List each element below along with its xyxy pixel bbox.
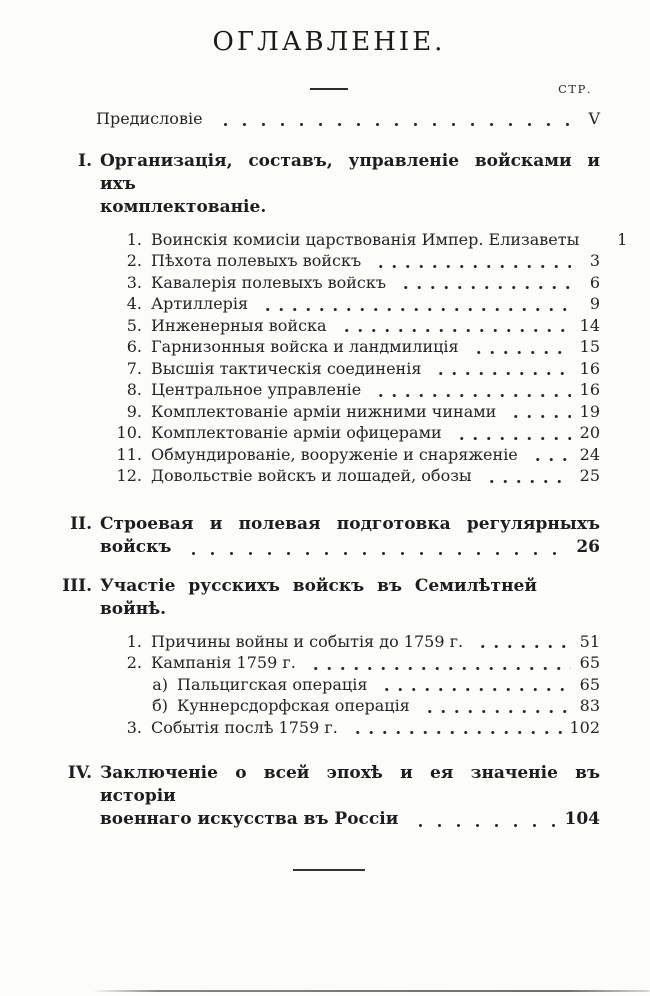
toc-item (96, 465, 600, 487)
toc-item (96, 717, 600, 739)
item-label: Событія послѣ 1759 г. (151, 717, 338, 737)
item-number: 6. (126, 337, 142, 356)
section-numeral: III. (62, 575, 92, 596)
header-rule-row (58, 82, 600, 100)
toc-item (96, 315, 600, 337)
item-label: Кавалерія полевыхъ войскъ (151, 272, 387, 292)
dot-leader (481, 479, 571, 484)
toc-item (96, 379, 600, 401)
section-heading-line: Организація, составъ, управленіе войсками и ихъ (100, 150, 600, 194)
section-heading-body (100, 575, 600, 621)
item-label: Пальцигская операція (177, 674, 368, 694)
item-page: 15 (579, 337, 600, 356)
item-number: 4. (126, 294, 142, 313)
dot-leader (305, 666, 571, 671)
dot-leader (212, 122, 571, 127)
item-number: 3. (126, 717, 142, 737)
item-number: 10. (116, 423, 142, 442)
toc-subitem (96, 695, 600, 717)
section-heading-line: комплектованіе. (100, 196, 267, 217)
dot-leader (347, 730, 567, 735)
item-number: 2. (126, 251, 142, 270)
dot-leader (472, 644, 571, 649)
item-number: 8. (126, 380, 142, 399)
dot-leader (370, 264, 571, 269)
item-label: Артиллерія (151, 294, 249, 313)
dot-leader (451, 436, 571, 441)
item-number: б) (152, 696, 168, 715)
toc-subitem (96, 674, 600, 696)
item-label: Довольствіе войскъ и лошадей, обозы (151, 466, 472, 485)
section-3-items (58, 631, 600, 739)
section-heading-line: Участіе русскихъ войскъ въ Семилѣтней войнѣ. (100, 575, 537, 619)
dot-leader (419, 709, 571, 714)
toc-item (96, 631, 600, 653)
item-label: Комплектованіе арміи нижними чинами (151, 401, 497, 421)
page-column-header: СТР. (558, 82, 592, 96)
item-page: 16 (579, 380, 600, 399)
title-divider-rule (310, 88, 348, 90)
dot-leader (376, 687, 571, 692)
item-label: Причины войны и событія до 1759 г. (151, 631, 464, 651)
item-label: Куннерсдорфская операція (177, 696, 410, 715)
item-page: 14 (579, 315, 600, 335)
section-heading-line (100, 536, 600, 559)
dot-leader (505, 414, 571, 419)
section-heading-line: Строевая и полевая подготовка регулярныхъ (100, 513, 600, 534)
item-label: Пѣхота полевыхъ войскъ (151, 251, 362, 270)
item-number: а) (152, 674, 168, 694)
section-heading-text: военнаго искусства въ Россіи (100, 809, 399, 829)
section-heading-body (100, 762, 600, 831)
scan-page-edge (92, 990, 650, 992)
item-label: Воинскія комисіи царствованія Импер. Елизаветы (151, 229, 580, 249)
item-page: 19 (579, 401, 600, 421)
item-label: Обмундированіе, вооруженіе и снаряженіе (151, 444, 518, 464)
item-number: 12. (116, 466, 142, 485)
section-1-heading (58, 150, 600, 219)
item-page: 51 (579, 631, 600, 651)
section-1-items (58, 229, 628, 487)
section-numeral: II. (70, 513, 92, 534)
section-heading-body (100, 513, 600, 559)
preface-page: V (588, 109, 600, 128)
item-number: 3. (126, 272, 142, 292)
dot-leader (180, 551, 571, 556)
toc-item (96, 652, 600, 674)
item-number: 9. (126, 401, 142, 421)
item-label: Высшія тактическія соединенія (151, 358, 422, 378)
toc-item (96, 336, 600, 358)
item-page: 65 (579, 674, 600, 694)
section-heading-line (100, 808, 600, 831)
item-page: 1 (617, 229, 628, 249)
dot-leader (588, 242, 598, 247)
item-label: Инженерныя войска (151, 315, 327, 335)
item-label: Гарнизонныя войска и ландмилиція (151, 337, 459, 356)
item-number: 11. (116, 444, 142, 464)
item-page: 83 (579, 696, 600, 715)
item-label: Кампанія 1759 г. (151, 653, 296, 672)
section-heading-line: Заключеніе о всей эпохѣ и ея значеніе въ исторіи (100, 763, 600, 806)
section-heading-text: войскъ (100, 536, 172, 557)
item-page: 24 (579, 444, 600, 464)
item-page: 25 (579, 466, 600, 485)
toc-item (96, 358, 600, 380)
toc-item (96, 272, 600, 294)
section-2-heading (58, 513, 600, 559)
dot-leader (370, 393, 571, 398)
toc-item (96, 229, 628, 251)
toc-item (96, 422, 600, 444)
dot-leader (257, 307, 571, 312)
toc-item (96, 444, 600, 466)
section-page: 104 (564, 809, 600, 829)
section-numeral: IV. (67, 763, 92, 783)
preface-label: Предисловіе (96, 109, 203, 128)
item-page: 20 (579, 423, 600, 442)
item-page: 3 (589, 251, 600, 270)
toc-item (96, 293, 600, 315)
preface-row (96, 108, 600, 130)
section-3-heading (58, 575, 600, 621)
item-number: 2. (126, 653, 142, 672)
item-page: 16 (579, 358, 600, 378)
item-number: 1. (126, 229, 142, 249)
section-heading-body (100, 150, 600, 219)
dot-leader (430, 371, 571, 376)
item-label: Центральное управленіе (151, 380, 362, 399)
dot-leader (336, 328, 571, 333)
item-label: Комплектованіе арміи офицерами (151, 423, 442, 442)
item-page: 102 (569, 717, 600, 737)
item-number: 1. (126, 631, 142, 651)
section-numeral: I. (78, 150, 92, 171)
toc-item (96, 401, 600, 423)
dot-leader (395, 285, 571, 290)
dot-leader (527, 457, 571, 462)
footer-divider-rule (293, 869, 365, 871)
section-page: 26 (576, 536, 600, 557)
item-page: 6 (589, 272, 600, 292)
item-number: 5. (126, 315, 142, 335)
item-number: 7. (126, 358, 142, 378)
page-title: ОГЛАВЛЕНІЕ. (212, 27, 446, 57)
toc-item (96, 250, 600, 272)
item-page: 9 (589, 294, 600, 313)
section-4-heading (58, 762, 600, 831)
dot-leader (468, 350, 571, 355)
dot-leader (407, 823, 561, 828)
item-page: 65 (579, 653, 600, 672)
